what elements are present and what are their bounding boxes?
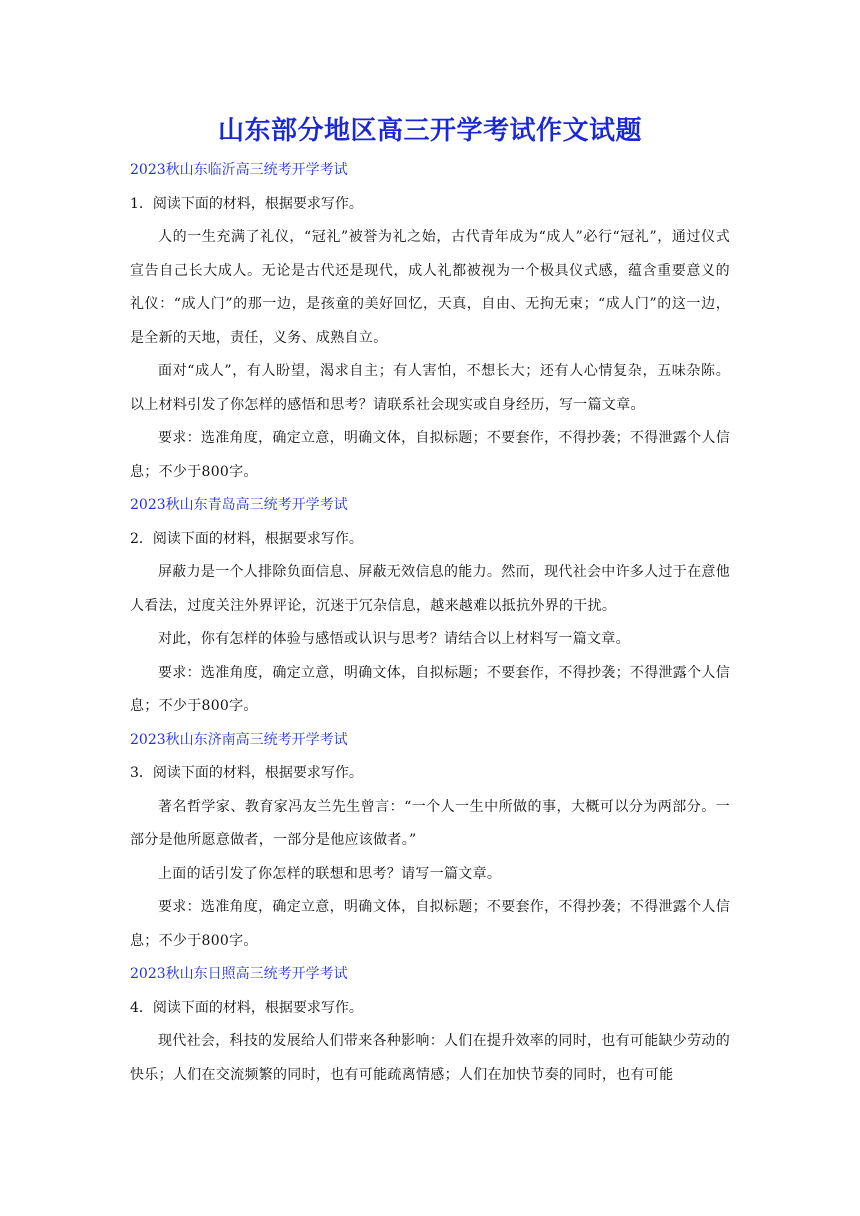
question-section-1 — [130, 154, 730, 489]
prompt-paragraph: 上面的话引发了你怎样的联想和思考？请写一篇文章。 — [158, 865, 502, 882]
question-heading: 3．阅读下面的材料，根据要求写作。 — [130, 765, 363, 781]
question-section-2 — [130, 489, 730, 724]
prompt-paragraph: 对此，你有怎样的体验与感悟或认识与思考？请结合以上材料写一篇文章。 — [158, 631, 630, 647]
material-paragraph: 现代社会，科技的发展给人们带来各种影响：人们在提升效率的同时，也有可能缺少劳动的快乐；人们在交流频繁的同时，也有可能疏离情感；人们在加快节奏的同时，也有可能 — [130, 1033, 730, 1083]
question-heading: 4．阅读下面的材料，根据要求写作。 — [130, 999, 363, 1016]
exam-source: 2023秋山东临沂高三统考开学考试 — [130, 162, 348, 178]
exam-source: 2023秋山东济南高三统考开学考试 — [130, 731, 348, 748]
exam-source: 2023秋山东日照高三统考开学考试 — [130, 966, 348, 982]
requirements-paragraph: 要求：选准角度，确定立意，明确文体，自拟标题；不要套作，不得抄袭；不得泄露个人信息；不少于800字。 — [130, 899, 730, 949]
question-heading: 2．阅读下面的材料，根据要求写作。 — [130, 530, 363, 547]
material-paragraph: 著名哲学家、教育家冯友兰先生曾言：“一个人一生中所做的事，大概可以分为两部分。一部分是他所愿意做者，一部分是他应该做者。” — [130, 798, 730, 848]
material-paragraph: 屏蔽力是一个人排除负面信息、屏蔽无效信息的能力。然而，现代社会中许多人过于在意他人看法，过度关注外界评论，沉迷于冗杂信息，越来越难以抵抗外界的干扰。 — [130, 564, 730, 614]
exam-source: 2023秋山东青岛高三统考开学考试 — [130, 497, 348, 513]
question-heading: 1．阅读下面的材料，根据要求写作。 — [130, 195, 363, 212]
question-section-4 — [130, 958, 730, 1092]
question-section-3 — [130, 724, 730, 959]
document-body — [130, 154, 730, 1092]
requirements-paragraph: 要求：选准角度，确定立意，明确文体，自拟标题；不要套作，不得抄袭；不得泄露个人信息；不少于800字。 — [130, 430, 730, 480]
document-title: 山东部分地区高三开学考试作文试题 — [217, 116, 642, 146]
requirements-paragraph: 要求：选准角度，确定立意，明确文体，自拟标题；不要套作，不得抄袭；不得泄露个人信息；不少于800字。 — [130, 664, 730, 714]
prompt-paragraph: 面对“成人”，有人盼望，渴求自主；有人害怕，不想长大；还有人心情复杂，五味杂陈。以上材料引发了你怎样的感悟和思考？请联系社会现实或自身经历，写一篇文章。 — [130, 363, 730, 413]
material-paragraph: 人的一生充满了礼仪，“冠礼”被誉为礼之始，古代青年成为“成人”必行“冠礼”，通过仪式宣告自己长大成人。无论是古代还是现代，成人礼都被视为一个极具仪式感，蕴含重要意义的礼仪：“成人门”的那一边，是孩童的美好回忆，天真，自由、无拘无束；“成人门”的这一边，是全新的天地，责任，义务、成熟自立。 — [130, 229, 730, 346]
